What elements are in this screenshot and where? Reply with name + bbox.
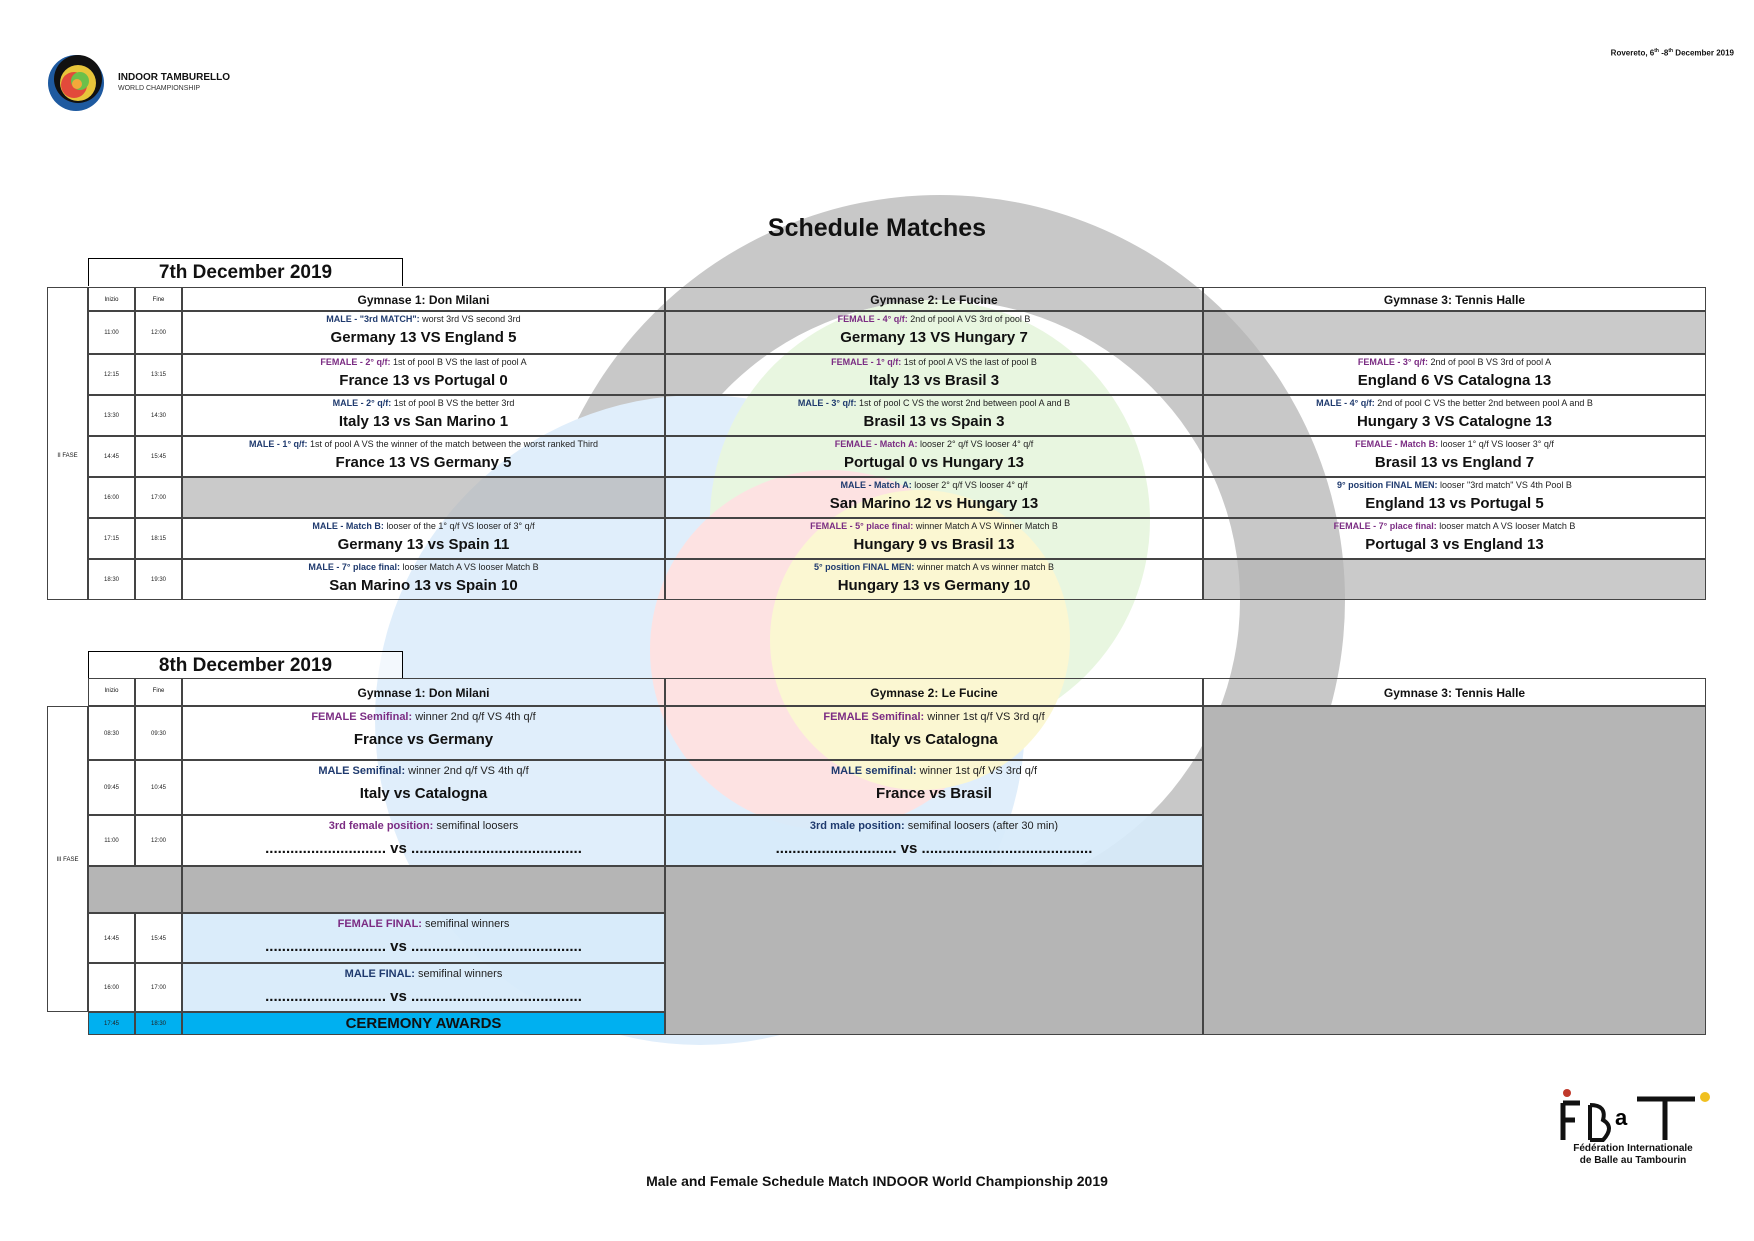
match-category-tag: FEMALE - 4° q/f:	[837, 314, 908, 324]
end-time: 14:30	[135, 395, 182, 436]
gym1-header: Gymnase 1: Don Milani	[182, 678, 665, 706]
match-result: Brasil 13 vs England 7	[1374, 454, 1535, 471]
start-time: 13:30	[88, 395, 135, 436]
start-time: 14:45	[88, 436, 135, 477]
match-result: Germany 13 VS England 5	[330, 329, 517, 346]
match-rule: winner 2nd q/f VS 4th q/f	[405, 765, 529, 777]
match-result: San Marino 13 vs Spain 10	[329, 577, 518, 594]
match-result: Italy 13 vs Brasil 3	[868, 372, 1000, 389]
match-category-tag: FEMALE - 1° q/f:	[831, 357, 902, 367]
phase-label: II FASE	[57, 452, 78, 459]
match-cell-g2[interactable]	[665, 559, 1203, 600]
match-rule: 1st of pool A VS the last of pool B	[901, 357, 1037, 367]
match-category-tag: MALE - Match A:	[840, 480, 912, 490]
match-description	[183, 562, 664, 572]
phase-cell	[47, 287, 88, 600]
match-result: ............................. vs .........................................	[265, 988, 582, 1005]
match-description	[183, 439, 664, 449]
match-result: France vs Germany	[353, 731, 494, 748]
match-cell-g3	[1203, 311, 1706, 354]
match-result: Italy 13 vs San Marino 1	[338, 413, 509, 430]
match-description	[666, 562, 1202, 572]
match-rule: semifinal winners	[414, 968, 503, 980]
match-category-tag: FEMALE Semifinal:	[311, 711, 413, 723]
match-result: Germany 13 VS Hungary 7	[840, 329, 1028, 346]
gym2-header: Gymnase 2: Le Fucine	[665, 678, 1203, 706]
start-time: 11:00	[88, 311, 135, 354]
end-time: 09:30	[135, 706, 182, 760]
match-category-tag: FEMALE FINAL:	[337, 918, 422, 930]
phase-label: III FASE	[56, 857, 79, 863]
start-time: 09:45	[88, 760, 135, 815]
match-cell-g2[interactable]	[665, 436, 1203, 477]
match-rule: semifinal winners	[421, 918, 510, 930]
match-cell-g1[interactable]	[182, 436, 665, 477]
match-rule: winner match A vs winner match B	[914, 562, 1054, 572]
start-time: 18:30	[88, 559, 135, 600]
match-cell-g2[interactable]	[665, 477, 1203, 518]
match-rule: looser Match A VS looser Match B	[400, 562, 539, 572]
match-cell-g1[interactable]	[182, 395, 665, 436]
inizio-header: Inizio	[88, 678, 135, 706]
start-time: 17:15	[88, 518, 135, 559]
fibat-name: Fédération Internationale de Balle au Tambourin	[1573, 1143, 1693, 1166]
match-description	[666, 398, 1202, 408]
match-category-tag: MALE - Match B:	[312, 521, 384, 531]
end-time: 17:00	[135, 477, 182, 518]
end-time: 18:30	[135, 1012, 182, 1035]
match-description	[183, 765, 664, 777]
match-description	[183, 398, 664, 408]
match-cell-g1[interactable]	[182, 311, 665, 354]
match-cell-g1	[182, 477, 665, 518]
match-cell-g2[interactable]	[665, 354, 1203, 395]
match-cell-g2[interactable]	[665, 760, 1203, 815]
end-time: 12:00	[135, 815, 182, 866]
match-cell-g3[interactable]	[1203, 436, 1706, 477]
day2-label: 8th December 2019	[88, 651, 403, 679]
match-result: England 13 vs Portugal 5	[1365, 495, 1544, 512]
match-cell-g3[interactable]	[1203, 477, 1706, 518]
match-category-tag: 3rd female position:	[328, 820, 434, 832]
empty-slot	[1203, 706, 1706, 1035]
match-description	[183, 918, 664, 930]
match-rule: 2nd of pool C VS the better 2nd between pool A and B	[1374, 398, 1593, 408]
match-category-tag: MALE Semifinal:	[318, 765, 406, 777]
match-description	[183, 820, 664, 832]
match-category-tag: MALE - "3rd MATCH":	[326, 314, 420, 324]
match-category-tag: 3rd male position:	[809, 820, 905, 832]
match-result: Hungary 3 VS Catalogne 13	[1356, 413, 1553, 430]
match-rule: winner 1st q/f VS 3rd q/f	[916, 765, 1038, 777]
match-description	[666, 711, 1202, 723]
match-description	[183, 711, 664, 723]
match-description	[1204, 398, 1705, 408]
match-result: Portugal 3 vs England 13	[1365, 536, 1544, 553]
match-category-tag: FEMALE - Match A:	[834, 439, 918, 449]
start-time: 14:45	[88, 913, 135, 963]
start-time: 11:00	[88, 815, 135, 866]
gym3-header: Gymnase 3: Tennis Halle	[1203, 287, 1706, 311]
match-description	[1204, 480, 1705, 490]
match-result: Brasil 13 vs Spain 3	[863, 413, 1005, 430]
ceremony-awards: CEREMONY AWARDS	[182, 1012, 665, 1035]
match-description	[666, 765, 1202, 777]
match-category-tag: MALE FINAL:	[344, 968, 415, 980]
empty-slot	[665, 866, 1203, 1035]
match-cell-g2[interactable]	[665, 311, 1203, 354]
match-description	[666, 480, 1202, 490]
match-category-tag: MALE semifinal:	[830, 765, 917, 777]
gym3-header: Gymnase 3: Tennis Halle	[1203, 678, 1706, 706]
match-rule: 1st of pool B VS the last of pool A	[390, 357, 527, 367]
match-category-tag: MALE - 1° q/f:	[248, 439, 308, 449]
end-time: 19:30	[135, 559, 182, 600]
match-cell-g2[interactable]	[665, 815, 1203, 866]
match-result: Germany 13 vs Spain 11	[337, 536, 510, 553]
match-result: Hungary 9 vs Brasil 13	[853, 536, 1015, 553]
match-description	[183, 521, 664, 531]
match-category-tag: MALE - 2° q/f:	[332, 398, 392, 408]
end-time: 17:00	[135, 963, 182, 1012]
match-category-tag: 5° position FINAL MEN:	[814, 562, 915, 572]
break-slot	[88, 866, 182, 913]
match-rule: looser "3rd match" VS 4th Pool B	[1437, 480, 1572, 490]
match-rule: looser 2° q/f VS looser 4° q/f	[911, 480, 1028, 490]
match-category-tag: FEMALE - 7° place final:	[1333, 521, 1437, 531]
match-category-tag: FEMALE - 2° q/f:	[320, 357, 391, 367]
match-description	[666, 357, 1202, 367]
match-result: San Marino 12 vs Hungary 13	[829, 495, 1039, 512]
match-rule: looser of the 1° q/f VS looser of 3° q/f	[383, 521, 535, 531]
end-time: 13:15	[135, 354, 182, 395]
match-rule: winner 1st q/f VS 3rd q/f	[924, 711, 1045, 723]
match-cell-g1[interactable]	[182, 518, 665, 559]
logo-subtitle: WORLD CHAMPIONSHIP	[118, 85, 201, 92]
match-cell-g1[interactable]	[182, 559, 665, 600]
match-description	[183, 968, 664, 980]
match-result: Portugal 0 vs Hungary 13	[843, 454, 1025, 471]
fine-header: Fine	[135, 287, 182, 311]
match-result: ............................. vs .........................................	[265, 938, 582, 955]
match-description	[666, 521, 1202, 531]
match-description	[183, 314, 664, 324]
match-result: England 6 VS Catalogna 13	[1357, 372, 1552, 389]
end-time: 12:00	[135, 311, 182, 354]
match-cell-g2[interactable]	[665, 395, 1203, 436]
logo-text	[118, 72, 230, 94]
match-rule: 2nd of pool A VS 3rd of pool B	[907, 314, 1031, 324]
inizio-header: Inizio	[88, 287, 135, 311]
match-rule: semifinal loosers	[433, 820, 519, 832]
start-time: 12:15	[88, 354, 135, 395]
end-time: 10:45	[135, 760, 182, 815]
match-category-tag: MALE - 3° q/f:	[797, 398, 857, 408]
end-time: 15:45	[135, 436, 182, 477]
match-rule: 1st of pool C VS the worst 2nd between pool A and B	[856, 398, 1071, 408]
match-cell-g1[interactable]	[182, 815, 665, 866]
end-time: 18:15	[135, 518, 182, 559]
match-rule: winner Match A VS Winner Match B	[913, 521, 1058, 531]
match-rule: worst 3rd VS second 3rd	[419, 314, 521, 324]
match-category-tag: 9° position FINAL MEN:	[1337, 480, 1438, 490]
match-description	[666, 820, 1202, 832]
match-description	[1204, 439, 1705, 449]
match-category-tag: MALE - 7° place final:	[308, 562, 401, 572]
start-time: 08:30	[88, 706, 135, 760]
match-rule: winner 2nd q/f VS 4th q/f	[412, 711, 536, 723]
start-time: 16:00	[88, 477, 135, 518]
svg-text:a: a	[1615, 1105, 1628, 1130]
match-result: France 13 vs Portugal 0	[339, 372, 508, 389]
match-result: Italy vs Catalogna	[870, 731, 998, 748]
match-cell-g3[interactable]	[1203, 518, 1706, 559]
match-description	[1204, 521, 1705, 531]
match-category-tag: FEMALE - 3° q/f:	[1357, 357, 1428, 367]
end-time: 15:45	[135, 913, 182, 963]
match-description	[183, 357, 664, 367]
match-category-tag: MALE - 4° q/f:	[1316, 398, 1375, 408]
match-cell-g1[interactable]	[182, 913, 665, 963]
match-rule: 1st of pool A VS the winner of the match between the worst ranked Third	[307, 439, 599, 449]
page-title: Schedule Matches	[767, 214, 987, 242]
start-time: 16:00	[88, 963, 135, 1012]
match-category-tag: FEMALE - Match B:	[1355, 439, 1439, 449]
footer-title: Male and Female Schedule Match INDOOR World Championship 2019	[646, 1173, 1108, 1189]
match-category-tag: FEMALE - 5° place final:	[810, 521, 914, 531]
match-result: Hungary 13 vs Germany 10	[837, 577, 1031, 594]
gym1-header: Gymnase 1: Don Milani	[182, 287, 665, 311]
match-cell-g1[interactable]	[182, 963, 665, 1012]
match-description	[666, 439, 1202, 449]
match-result: France vs Brasil	[876, 785, 992, 802]
match-rule: looser 1° q/f VS looser 3° q/f	[1438, 439, 1554, 449]
match-rule: looser 2° q/f VS looser 4° q/f	[917, 439, 1034, 449]
match-rule: semifinal loosers (after 30 min)	[904, 820, 1059, 832]
match-description	[666, 314, 1202, 324]
start-time: 17:45	[88, 1012, 135, 1035]
match-result: ............................. vs .........................................	[775, 840, 1093, 857]
match-cell-g3	[1203, 559, 1706, 600]
match-cell-g3[interactable]	[1203, 395, 1706, 436]
match-description	[1204, 357, 1705, 367]
match-cell-g2[interactable]	[665, 518, 1203, 559]
match-cell-g2[interactable]	[665, 706, 1203, 760]
match-cell-g3[interactable]	[1203, 354, 1706, 395]
logo-title: INDOOR TAMBURELLO	[118, 72, 231, 83]
match-rule: 1st of pool B VS the better 3rd	[391, 398, 515, 408]
day1-label: 7th December 2019	[88, 258, 403, 286]
break-slot	[182, 866, 665, 913]
match-result: ............................. vs .........................................	[265, 840, 582, 857]
match-rule: looser match A VS looser Match B	[1436, 521, 1576, 531]
event-dateline: Rovereto, 6th -8th December 2019	[1610, 48, 1734, 58]
gym2-header: Gymnase 2: Le Fucine	[665, 287, 1203, 311]
match-category-tag: FEMALE Semifinal:	[823, 711, 925, 723]
match-result: France 13 VS Germany 5	[335, 454, 512, 471]
match-cell-g1[interactable]	[182, 760, 665, 815]
phase-cell	[47, 706, 88, 1012]
match-cell-g1[interactable]	[182, 706, 665, 760]
match-rule: 2nd of pool B VS 3rd of pool A	[1428, 357, 1552, 367]
fine-header: Fine	[135, 678, 182, 706]
match-cell-g1[interactable]	[182, 354, 665, 395]
match-result: Italy vs Catalogna	[359, 785, 488, 802]
